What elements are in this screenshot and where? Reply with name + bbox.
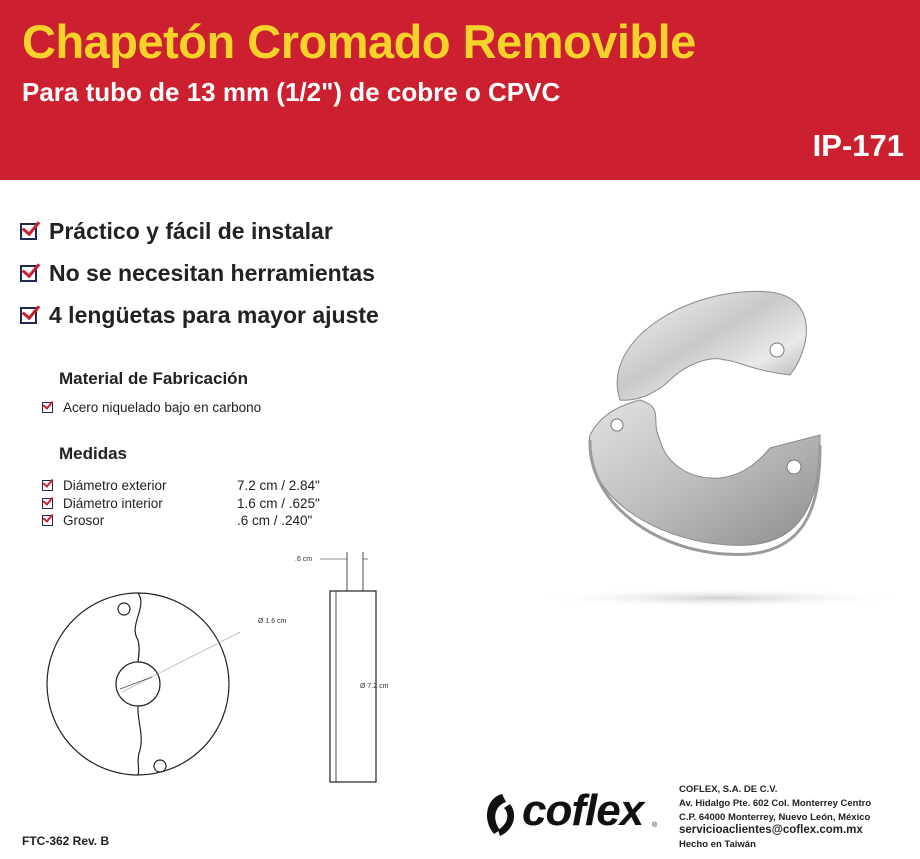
inner-diameter-label: Ø 1.6 cm <box>258 618 287 625</box>
checkbox-icon <box>42 402 53 413</box>
company-address-1: Av. Hidalgo Pte. 602 Col. Monterrey Centro <box>679 798 872 809</box>
medida-row <box>42 477 320 493</box>
medida-label: Diámetro exterior <box>63 477 167 493</box>
checkbox-icon <box>20 223 37 240</box>
medida-row <box>42 512 312 528</box>
product-photo <box>520 280 900 610</box>
checkbox-icon <box>42 498 53 509</box>
feature-item <box>20 258 375 288</box>
front-view-drawing <box>40 585 240 785</box>
medida-value: .6 cm / .240" <box>237 512 313 528</box>
product-code: IP-171 <box>812 128 904 163</box>
medida-value: 1.6 cm / .625" <box>237 495 320 511</box>
thickness-label: .6 cm <box>295 556 313 563</box>
checkbox-icon <box>20 307 37 324</box>
feature-text: 4 lengüetas para mayor ajuste <box>49 301 379 328</box>
material-text: Acero niquelado bajo en carbono <box>63 399 262 415</box>
checkbox-icon <box>42 480 53 491</box>
coflex-mark-icon <box>480 790 520 840</box>
made-in: Hecho en Taiwán <box>679 839 756 850</box>
product-title: Chapetón Cromado Removible <box>22 15 696 68</box>
company-name: COFLEX, S.A. DE C.V. <box>679 784 778 795</box>
company-email[interactable]: servicioaclientes@coflex.com.mx <box>679 824 863 836</box>
feature-item <box>20 216 333 246</box>
medida-label: Diámetro interior <box>63 495 163 511</box>
header-banner <box>0 0 920 180</box>
outer-diameter-label: Ø 7.2 cm <box>360 683 389 690</box>
material-item <box>42 399 261 415</box>
product-subtitle: Para tubo de 13 mm (1/2") de cobre o CPVC <box>22 77 561 107</box>
company-address-2: C.P. 64000 Monterrey, Nuevo León, México <box>679 812 871 823</box>
medida-value: 7.2 cm / 2.84" <box>237 477 320 493</box>
logo-text: coflex <box>522 786 644 835</box>
medidas-title: Medidas <box>59 444 128 463</box>
checkbox-icon <box>42 515 53 526</box>
medida-row <box>42 495 320 511</box>
material-title: Material de Fabricación <box>59 369 248 388</box>
document-code: FTC-362 Rev. B <box>22 834 110 848</box>
medida-label: Grosor <box>63 512 105 528</box>
feature-item <box>20 300 379 330</box>
feature-text: Práctico y fácil de instalar <box>49 217 333 244</box>
registered-mark: ® <box>652 822 658 829</box>
coflex-logo <box>480 788 660 844</box>
feature-text: No se necesitan herramientas <box>49 259 375 286</box>
checkbox-icon <box>20 265 37 282</box>
side-view-drawing <box>320 550 380 790</box>
